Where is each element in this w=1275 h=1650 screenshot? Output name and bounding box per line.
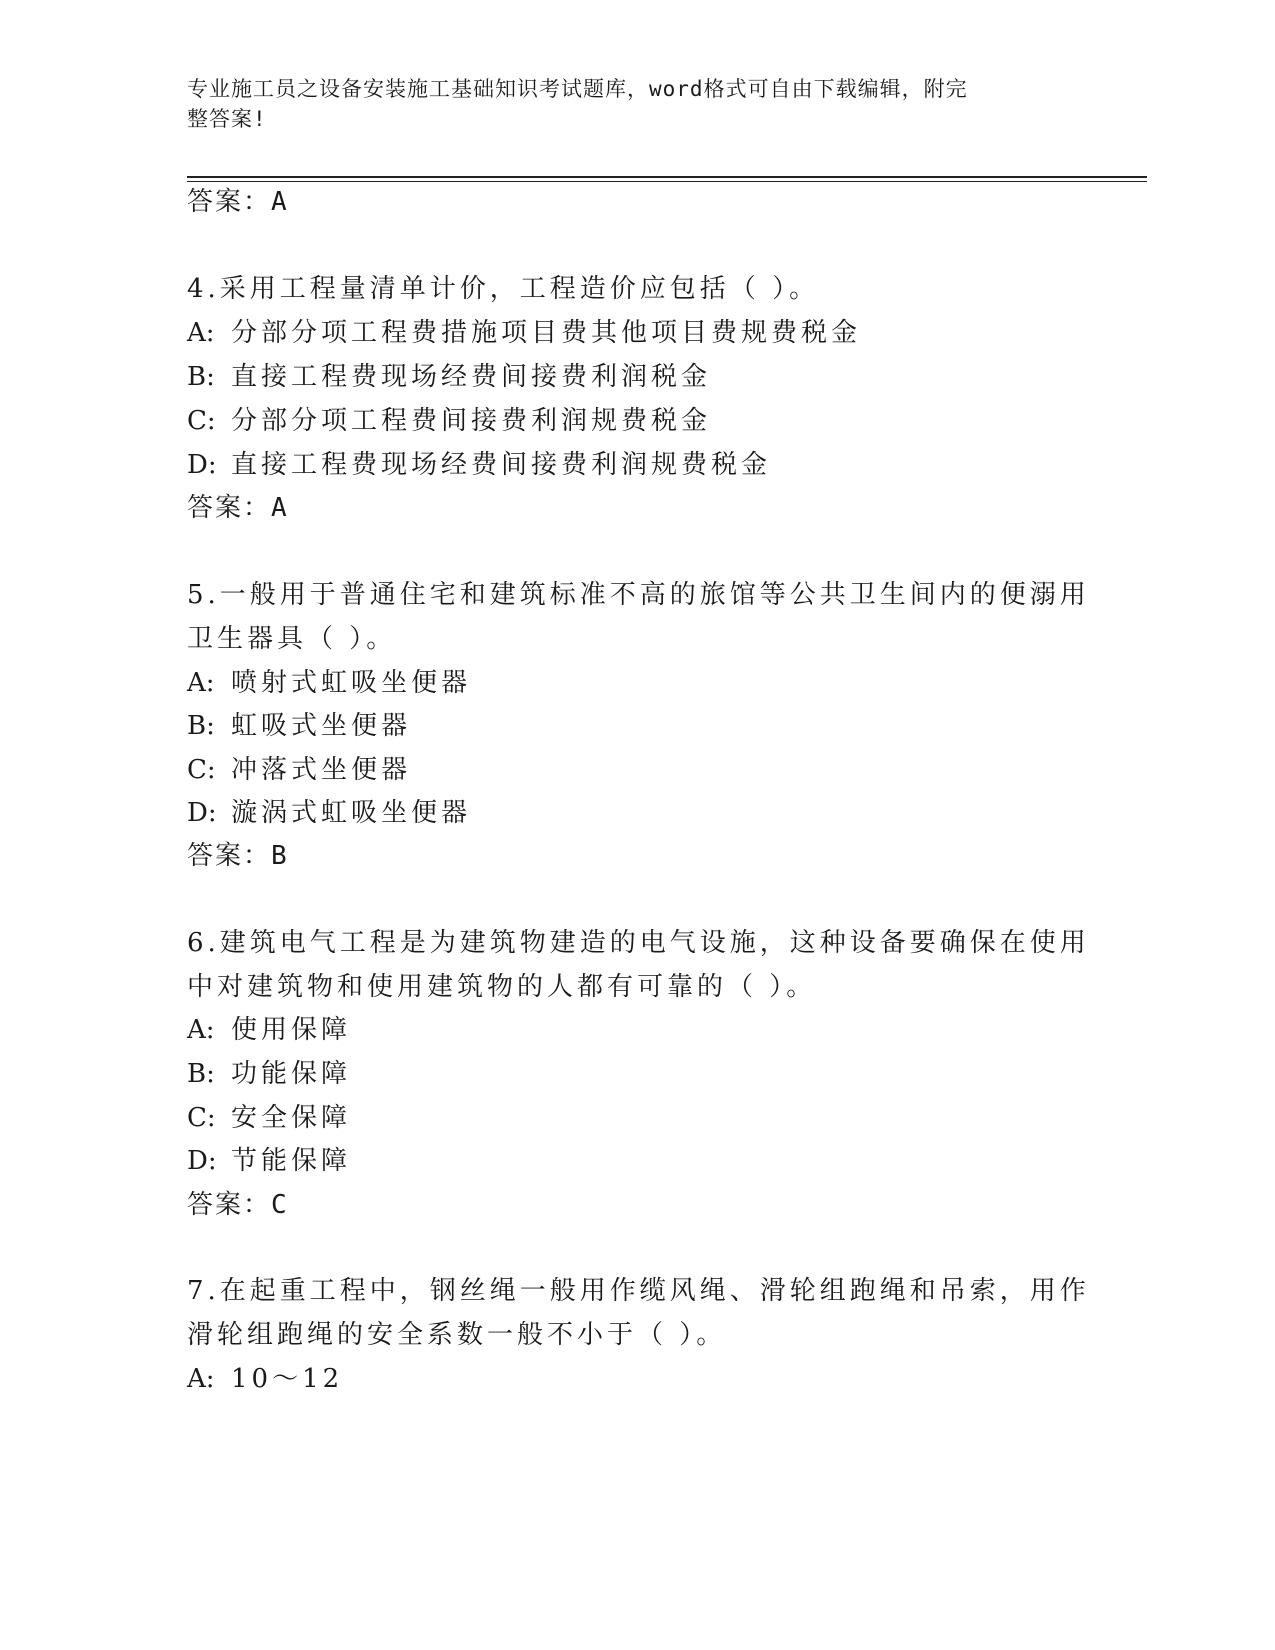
question-6-option-a: A: 使用保障 <box>187 1015 352 1045</box>
question-4-option-c: C: 分部分项工程费间接费利润规费税金 <box>187 406 712 436</box>
header-line-2: 整答案! <box>187 107 267 131</box>
answer-line: 答案：A <box>187 187 289 217</box>
question-7-stem-line-2: 滑轮组跑绳的安全系数一般不小于（ ）。 <box>187 1320 727 1350</box>
question-6-stem-line-2: 中对建筑物和使用建筑物的人都有可靠的（ ）。 <box>187 972 817 1002</box>
question-5-option-c: C: 冲落式坐便器 <box>187 755 412 785</box>
question-4-stem: 4.采用工程量清单计价，工程造价应包括（ ）。 <box>187 274 820 304</box>
question-5-stem-line-2: 卫生器具（ ）。 <box>187 624 397 654</box>
question-5-answer: 答案：B <box>187 841 289 871</box>
question-4-answer: 答案：A <box>187 493 289 523</box>
question-6-stem-line-1: 6.建筑电气工程是为建筑物建造的电气设施，这种设备要确保在使用 <box>187 928 1090 958</box>
question-4-option-a: A: 分部分项工程费措施项目费其他项目费规费税金 <box>187 318 862 348</box>
question-6-answer: 答案：C <box>187 1190 289 1220</box>
question-7-stem-line-1: 7.在起重工程中，钢丝绳一般用作缆风绳、滑轮组跑绳和吊索，用作 <box>187 1276 1090 1306</box>
question-5-option-d: D: 漩涡式虹吸坐便器 <box>187 798 472 828</box>
question-6-option-d: D: 节能保障 <box>187 1146 352 1176</box>
question-7-option-a: A: 10～12 <box>187 1364 344 1394</box>
question-4-option-b: B: 直接工程费现场经费间接费利润税金 <box>187 362 712 392</box>
document-header <box>187 74 1067 134</box>
question-6-option-c: C: 安全保障 <box>187 1103 352 1133</box>
question-5-option-a: A: 喷射式虹吸坐便器 <box>187 668 472 698</box>
question-4-option-d: D: 直接工程费现场经费间接费利润规费税金 <box>187 450 772 480</box>
header-divider-thin <box>187 181 1147 182</box>
question-5-stem-line-1: 5.一般用于普通住宅和建筑标准不高的旅馆等公共卫生间内的便溺用 <box>187 580 1090 610</box>
header-line-1: 专业施工员之设备安装施工基础知识考试题库，word格式可自由下载编辑，附完 <box>187 77 968 101</box>
header-divider-thick <box>187 176 1147 178</box>
question-5-option-b: B: 虹吸式坐便器 <box>187 711 412 741</box>
question-6-option-b: B: 功能保障 <box>187 1059 352 1089</box>
